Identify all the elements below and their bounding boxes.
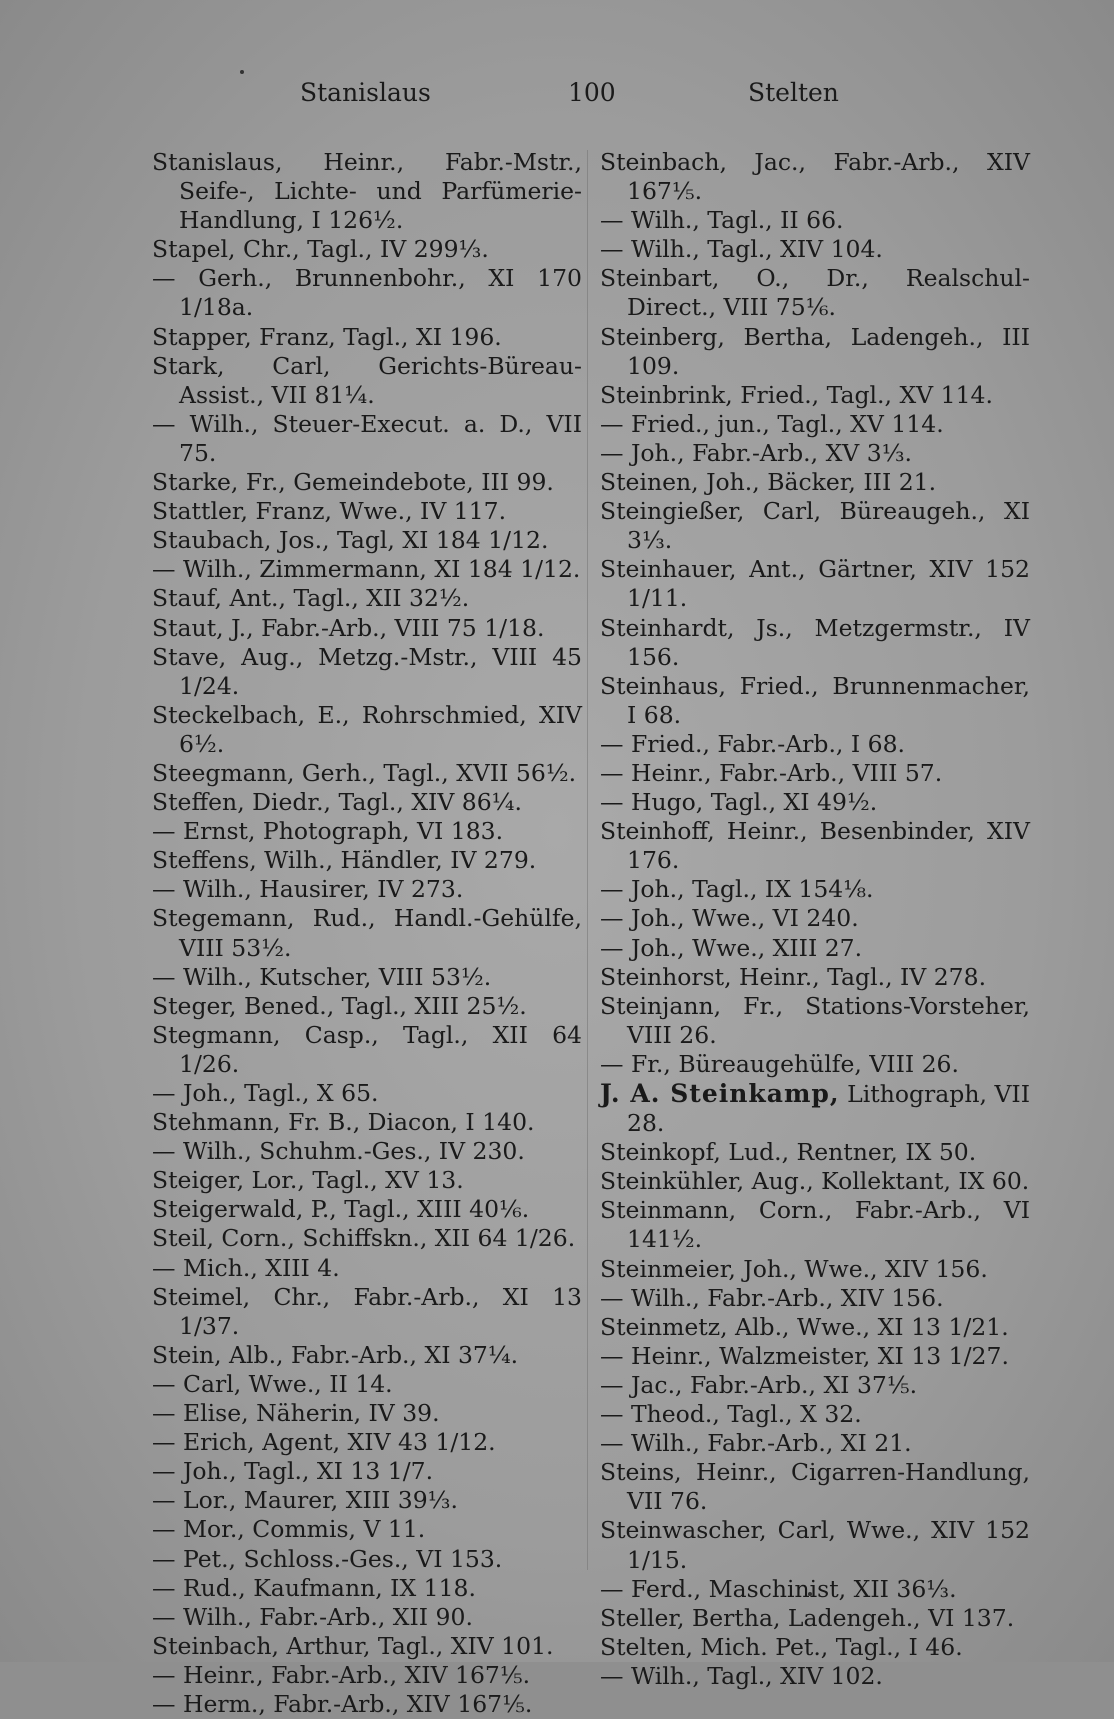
directory-entry: — Joh., Tagl., X 65. — [152, 1079, 379, 1107]
directory-entry: Stapel, Chr., Tagl., IV 299⅓. — [152, 235, 489, 264]
directory-entry: Steffens, Wilh., Händler, IV 279. — [152, 846, 537, 875]
directory-entry: Stanislaus, Heinr., Fabr.-Mstr., Seife-, Lichte- und Parfümerie-Handlung, I 126½. — [152, 148, 582, 235]
directory-entry: — Wilh., Zimmermann, XI 184 1/12. — [152, 555, 581, 584]
directory-entry: Steinbart, O., Dr., Realschul-Direct., VIII 75⅙. — [600, 264, 1030, 322]
directory-entry: — Joh., Wwe., VI 240. — [600, 904, 859, 933]
directory-entry: Steinhauer, Ant., Gärtner, XIV 152 1/11. — [600, 555, 1030, 613]
directory-entry: — Wilh., Tagl., XIV 102. — [600, 1661, 883, 1690]
directory-entry: — Joh., Wwe., XIII 27. — [600, 933, 863, 962]
directory-entry: — Wilh., Tagl., II 66. — [600, 206, 844, 235]
directory-entry: — Heinr., Fabr.-Arb., VIII 57. — [600, 758, 943, 787]
directory-entry: — Wilh., Fabr.-Arb., XII 90. — [152, 1602, 473, 1631]
directory-entry: Stauf, Ant., Tagl., XII 32½. — [152, 584, 470, 613]
directory-entry: Steinkühler, Aug., Kollektant, IX 60. — [600, 1167, 1030, 1196]
directory-entry: Steinberg, Bertha, Ladengeh., III 109. — [600, 322, 1030, 380]
directory-entry: J. A. Steinkamp, Lithograph, VII 28. — [600, 1079, 1031, 1138]
directory-entry: Steckelbach, E., Rohrschmied, XIV 6½. — [152, 700, 582, 758]
directory-entry: — Elise, Näherin, IV 39. — [152, 1399, 440, 1428]
directory-entry: — Ernst, Photograph, VI 183. — [152, 817, 504, 846]
directory-entry: — Mich., XIII 4. — [152, 1253, 340, 1282]
directory-entry: Steins, Heinr., Cigarren-Handlung, VII 76. — [600, 1458, 1030, 1516]
directory-entry: Stelten, Mich. Pet., Tagl., I 46. — [600, 1632, 963, 1661]
directory-entry: Steinhoff, Heinr., Besenbinder, XIV 176. — [600, 817, 1030, 875]
directory-entry: Stegemann, Rud., Handl.-Gehülfe, VIII 53½. — [152, 904, 582, 962]
directory-entry: Stark, Carl, Gerichts-Büreau-Assist., VII 81¼. — [152, 351, 582, 409]
directory-entry: Steinhorst, Heinr., Tagl., IV 278. — [600, 962, 987, 991]
directory-entry: Steinhaus, Fried., Brunnenmacher, I 68. — [600, 671, 1030, 729]
directory-entry: — Herm., Fabr.-Arb., XIV 167⅕. — [152, 1689, 533, 1718]
directory-entry: Staubach, Jos., Tagl, XI 184 1/12. — [152, 526, 549, 555]
directory-entry: Stattler, Franz, Wwe., IV 117. — [152, 497, 507, 526]
entry-bold-name: J. A. Steinkamp, — [600, 1079, 840, 1108]
directory-entry: Starke, Fr., Gemeindebote, III 99. — [152, 468, 554, 497]
header-last-name: Stelten — [748, 78, 839, 107]
directory-entry: Steger, Bened., Tagl., XIII 25½. — [152, 991, 527, 1020]
directory-entry: — Joh., Tagl., XI 13 1/7. — [152, 1457, 434, 1486]
directory-entry: Steinen, Joh., Bäcker, III 21. — [600, 468, 937, 497]
directory-entry: — Heinr., Fabr.-Arb., XIV 167⅕. — [152, 1660, 531, 1689]
directory-entry: — Fried., Fabr.-Arb., I 68. — [600, 729, 905, 758]
directory-entry: Stave, Aug., Metzg.-Mstr., VIII 45 1/24. — [152, 642, 582, 700]
directory-entry: — Fr., Büreaugehülfe, VIII 26. — [600, 1049, 959, 1078]
directory-entry: — Wilh., Fabr.-Arb., XI 21. — [600, 1429, 912, 1458]
left-column — [152, 148, 582, 1719]
directory-entry: Steinbach, Arthur, Tagl., XIV 101. — [152, 1631, 554, 1660]
directory-entry: — Joh., Tagl., IX 154⅛. — [600, 875, 874, 904]
directory-entry: Steinjann, Fr., Stations-Vorsteher, VIII 26. — [600, 991, 1030, 1049]
header-first-name: Stanislaus — [300, 78, 431, 107]
directory-entry: Steinwascher, Carl, Wwe., XIV 152 1/15. — [600, 1516, 1030, 1574]
directory-entry: — Wilh., Steuer-Execut. a. D., VII 75. — [152, 409, 582, 467]
page-number: 100 — [568, 78, 616, 107]
directory-entry: — Hugo, Tagl., XI 49½. — [600, 788, 878, 817]
directory-entry: — Pet., Schloss.-Ges., VI 153. — [152, 1544, 503, 1573]
directory-entry: — Rud., Kaufmann, IX 118. — [152, 1573, 476, 1602]
directory-entry: — Erich, Agent, XIV 43 1/12. — [152, 1428, 496, 1457]
directory-entry: Steegmann, Gerh., Tagl., XVII 56½. — [152, 758, 577, 787]
directory-entry: — Mor., Commis, V 11. — [152, 1515, 426, 1544]
directory-entry: Steller, Bertha, Ladengeh., VI 137. — [600, 1603, 1015, 1632]
directory-entry: Steimel, Chr., Fabr.-Arb., XI 13 1/37. — [152, 1282, 582, 1340]
directory-entry: — Ferd., Maschinist, XII 36⅓. — [600, 1574, 957, 1603]
directory-entry: — Joh., Fabr.-Arb., XV 3⅓. — [600, 438, 912, 467]
directory-entry: — Jac., Fabr.-Arb., XI 37⅕. — [600, 1370, 918, 1399]
directory-entry: — Carl, Wwe., II 14. — [152, 1369, 393, 1398]
directory-entry: — Fried., jun., Tagl., XV 114. — [600, 409, 944, 438]
directory-entry: — Theod., Tagl., X 32. — [600, 1400, 862, 1429]
directory-entry: Steinkopf, Lud., Rentner, IX 50. — [600, 1138, 977, 1167]
column-divider — [587, 150, 588, 1570]
directory-entry: Steffen, Diedr., Tagl., XIV 86¼. — [152, 788, 522, 817]
directory-entry: Steinbrink, Fried., Tagl., XV 114. — [600, 380, 993, 409]
directory-entry: Stehmann, Fr. B., Diacon, I 140. — [152, 1108, 535, 1137]
directory-entry: Steinmann, Corn., Fabr.-Arb., VI 141½. — [600, 1196, 1030, 1254]
page-header — [0, 78, 1114, 118]
print-speck — [240, 70, 244, 74]
directory-entry: Steinbach, Jac., Fabr.-Arb., XIV 167⅕. — [600, 148, 1030, 206]
directory-entry: — Wilh., Hausirer, IV 273. — [152, 875, 464, 904]
directory-entry: Staut, J., Fabr.-Arb., VIII 75 1/18. — [152, 613, 545, 642]
directory-entry: Steinhardt, Js., Metzgermstr., IV 156. — [600, 613, 1030, 671]
directory-entry: Steiger, Lor., Tagl., XV 13. — [152, 1166, 464, 1195]
directory-entry: — Wilh., Fabr.-Arb., XIV 156. — [600, 1283, 944, 1312]
right-column — [600, 148, 1030, 1691]
directory-entry: — Gerh., Brunnenbohr., XI 170 1/18a. — [152, 264, 582, 322]
directory-entry: Steil, Corn., Schiffskn., XII 64 1/26. — [152, 1224, 576, 1253]
directory-entry: Stegmann, Casp., Tagl., XII 64 1/26. — [152, 1020, 582, 1078]
directory-entry: — Wilh., Kutscher, VIII 53½. — [152, 962, 492, 991]
directory-entry: — Heinr., Walzmeister, XI 13 1/27. — [600, 1341, 1009, 1370]
directory-entry: Steingießer, Carl, Büreaugeh., XI 3⅓. — [600, 497, 1030, 555]
directory-entry: — Lor., Maurer, XIII 39⅓. — [152, 1486, 458, 1515]
directory-entry: Stein, Alb., Fabr.-Arb., XI 37¼. — [152, 1340, 519, 1369]
directory-entry: Stapper, Franz, Tagl., XI 196. — [152, 322, 502, 351]
directory-entry: — Wilh., Tagl., XIV 104. — [600, 235, 883, 264]
directory-entry: Steigerwald, P., Tagl., XIII 40⅙. — [152, 1195, 530, 1224]
directory-entry: — Wilh., Schuhm.-Ges., IV 230. — [152, 1137, 525, 1166]
directory-entry: Steinmetz, Alb., Wwe., XI 13 1/21. — [600, 1312, 1009, 1341]
directory-entry: Steinmeier, Joh., Wwe., XIV 156. — [600, 1254, 988, 1283]
